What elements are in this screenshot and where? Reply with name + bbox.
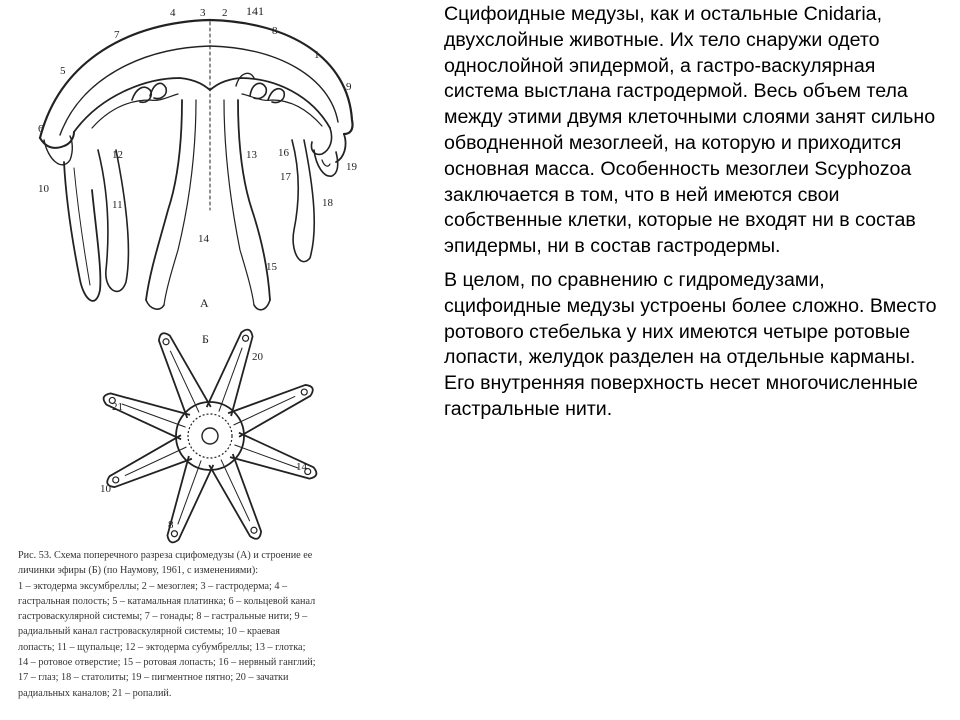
ephyra-rhopalium [243,335,249,341]
caption-line: гастроваскулярной системы; 7 – гонады; 8 – гастральные нити; 9 – [18,611,308,623]
ephyra-rhopalium [171,531,177,537]
label-8: 8 [272,25,278,37]
diagram-b [104,330,317,543]
caption-line: гастральная полость; 5 – катамальная платинка; 6 – кольцевой канал [18,595,316,607]
label-1: 1 [314,49,320,61]
figure-caption [18,548,410,701]
label-b: Б [202,332,209,346]
caption-line: радиальных каналов; 21 – ропалий. [18,687,172,699]
label-13: 13 [246,149,257,161]
label-b-21: 21 [112,401,123,413]
label-11: 11 [112,199,123,211]
caption-line: 14 – ротовое отверстие; 15 – ротовая лопасть; 16 – нервный ганглий; [18,657,316,669]
caption-line: 1 – эктодерма эксумбреллы; 2 – мезоглея; 3 – гастродерма; 4 – [18,580,288,592]
label-b-14: 14 [296,461,307,473]
label-3: 3 [200,7,206,19]
caption-line: радиальный канал гастроваскулярной системы; 10 – краевая [18,626,280,638]
label-17: 17 [280,171,291,183]
paragraph-1: Сцифоидные медузы, как и остальные Cnidaria, двухслойные животные. Их тело снаружи одето однослойной эпидермой, а гастро-васкулярная система выстлана гастродермой. Весь объем тела между этими двумя клеточными слоями занят сильно обводненной мезоглеей, на которую и приходится основная масса. Особенность мезоглеи Scyphozoa заключается в том, что в ней имеются свои собственные клетки, которые не входят ни в состав эпидермы, ни в состав гастродермы. [444,3,936,258]
label-b-20: 20 [252,351,263,363]
ephyra-stomach [188,414,232,458]
ephyra-arm [107,435,192,487]
label-19: 19 [346,161,357,173]
label-top-code: 141 [246,4,264,18]
label-9: 9 [346,81,352,93]
ephyra-rhopalium [301,389,307,395]
label-a: А [200,296,209,310]
ephyra-disc [176,402,244,470]
label-6: 6 [38,123,44,135]
label-5: 5 [60,65,66,77]
ephyra-rhopalium [163,339,169,345]
label-2: 2 [222,7,228,19]
ephyra-arm [228,385,313,437]
caption-line: Рис. 53. Схема поперечного разреза сцифомедузы (А) и строение ее [18,550,313,561]
label-7: 7 [114,29,120,41]
diagram-a [40,20,353,310]
main-text [444,2,944,423]
label-15: 15 [266,261,277,273]
label-16: 16 [278,147,289,159]
label-14: 14 [198,233,209,245]
label-b-10: 10 [100,483,111,495]
label-b-8: 8 [168,519,174,531]
scyphozoa-figure [0,0,420,720]
label-10: 10 [38,183,49,195]
caption-line: 17 – глаз; 18 – статолиты; 19 – пигментное пятно; 20 – зачатки [18,672,289,684]
ephyra-mouth [202,428,218,444]
paragraph-2: В целом, по сравнению с гидромедузами, сцифоидные медузы устроены более сложно. Вместо ротового стебелька у них имеются четыре ротовые лопасти, желудок разделен на отдельные карманы. Его внутренняя поверхность несет многочисленные гастральные нити. [444,268,937,420]
label-18: 18 [322,197,333,209]
ephyra-arm [209,454,261,539]
label-12: 12 [112,149,123,161]
ephyra-rhopalium [113,477,119,483]
label-4: 4 [170,7,176,19]
caption-line: лопасть; 11 – щупальце; 12 – эктодерма субумбреллы; 13 – глотка; [18,641,306,653]
caption-line: личинки эфиры (Б) (по Наумову, 1961, с изменениями): [18,565,259,577]
ephyra-rhopalium [251,527,257,533]
